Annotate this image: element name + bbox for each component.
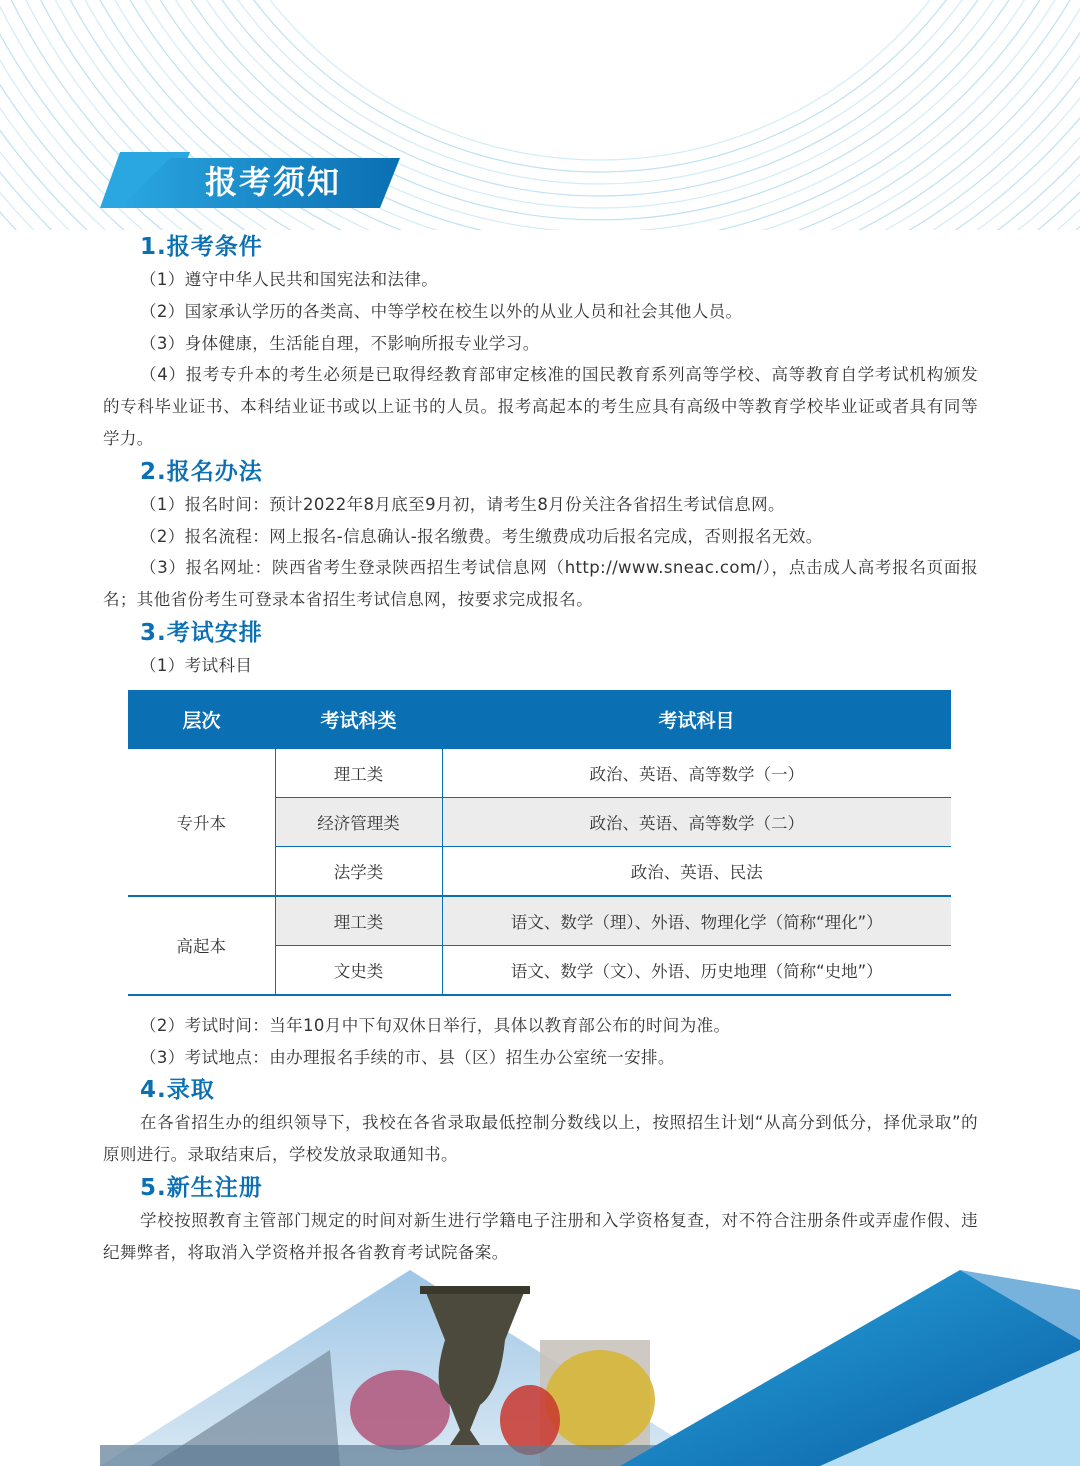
table-cell-category: 文史类 <box>275 945 442 995</box>
table-cell-subjects: 政治、英语、民法 <box>442 846 951 896</box>
notice-content <box>103 230 978 1269</box>
table-cell-category: 法学类 <box>275 846 442 896</box>
paragraph: （2）考试时间：当年10月中下旬双休日举行，具体以教育部公布的时间为准。 <box>140 1015 731 1035</box>
table-header: 考试科目 <box>442 690 951 749</box>
exam-subject-table <box>128 690 951 996</box>
paragraph: （1）报名时间：预计2022年8月底至9月初，请考生8月份关注各省招生考试信息网。 <box>140 494 785 514</box>
paragraph: （4）报考专升本的考生必须是已取得经教育部审定核准的国民教育系列高等学校、高等教育自学考试机构颁发的专科毕业证书、本科结业证书或以上证书的人员。报考高起本的考生应具有高级中等教育学校毕业证或者具有同等学力。 <box>103 365 978 448</box>
table-cell-category: 理工类 <box>275 749 442 798</box>
paragraph: （3）报名网址：陕西省考生登录陕西招生考试信息网（http://www.sneac.com/），点击成人高考报名页面报名；其他省份考生可登录本省招生考试信息网，按要求完成报名。 <box>103 558 978 610</box>
section-heading-exam: 3.考试安排 <box>140 619 263 646</box>
section-heading-registration: 2.报名办法 <box>140 458 263 485</box>
table-cell-category: 理工类 <box>275 896 442 946</box>
section-heading-enrollment: 5.新生注册 <box>140 1174 263 1201</box>
decorative-arc <box>180 0 1020 160</box>
table-cell-subjects: 语文、数学（理）、外语、物理化学（简称“理化”） <box>442 896 951 946</box>
table-cell-subjects: 政治、英语、高等数学（一） <box>442 749 951 798</box>
campus-photo-art <box>0 1230 1080 1466</box>
page-title: 报考须知 <box>205 163 342 201</box>
table-cell-category: 经济管理类 <box>275 797 442 846</box>
paragraph: 在各省招生办的组织领导下，我校在各省录取最低控制分数线以上，按照招生计划“从高分到低分，择优录取”的原则进行。录取结束后，学校发放录取通知书。 <box>103 1113 978 1165</box>
table-cell-level: 高起本 <box>128 896 275 995</box>
table-cell-subjects: 政治、英语、高等数学（二） <box>442 797 951 846</box>
paragraph: （1）遵守中华人民共和国宪法和法律。 <box>140 270 439 289</box>
table-cell-level: 专升本 <box>128 749 275 896</box>
table-header: 层次 <box>128 690 275 749</box>
paragraph: （3）考试地点：由办理报名手续的市、县（区）招生办公室统一安排。 <box>140 1047 675 1067</box>
paragraph: （1）考试科目 <box>140 655 253 675</box>
paragraph: 学校按照教育主管部门规定的时间对新生进行学籍电子注册和入学资格复查，对不符合注册条件或弄虚作假、违纪舞弊者，将取消入学资格并报各省教育考试院备案。 <box>103 1210 978 1262</box>
paragraph: （3）身体健康，生活能自理，不影响所报专业学习。 <box>140 333 540 353</box>
table-header: 考试科类 <box>275 690 442 749</box>
paragraph: （2）国家承认学历的各类高、中等学校在校生以外的从业人员和社会其他人员。 <box>140 301 743 321</box>
section-heading-admission: 4.录取 <box>140 1077 215 1104</box>
paragraph: （2）报名流程：网上报名-信息确认-报名缴费。考生缴费成功后报名完成，否则报名无效。 <box>140 526 823 546</box>
section-heading-conditions: 1.报考条件 <box>140 234 263 260</box>
table-cell-subjects: 语文、数学（文）、外语、历史地理（简称“史地”） <box>442 945 951 995</box>
